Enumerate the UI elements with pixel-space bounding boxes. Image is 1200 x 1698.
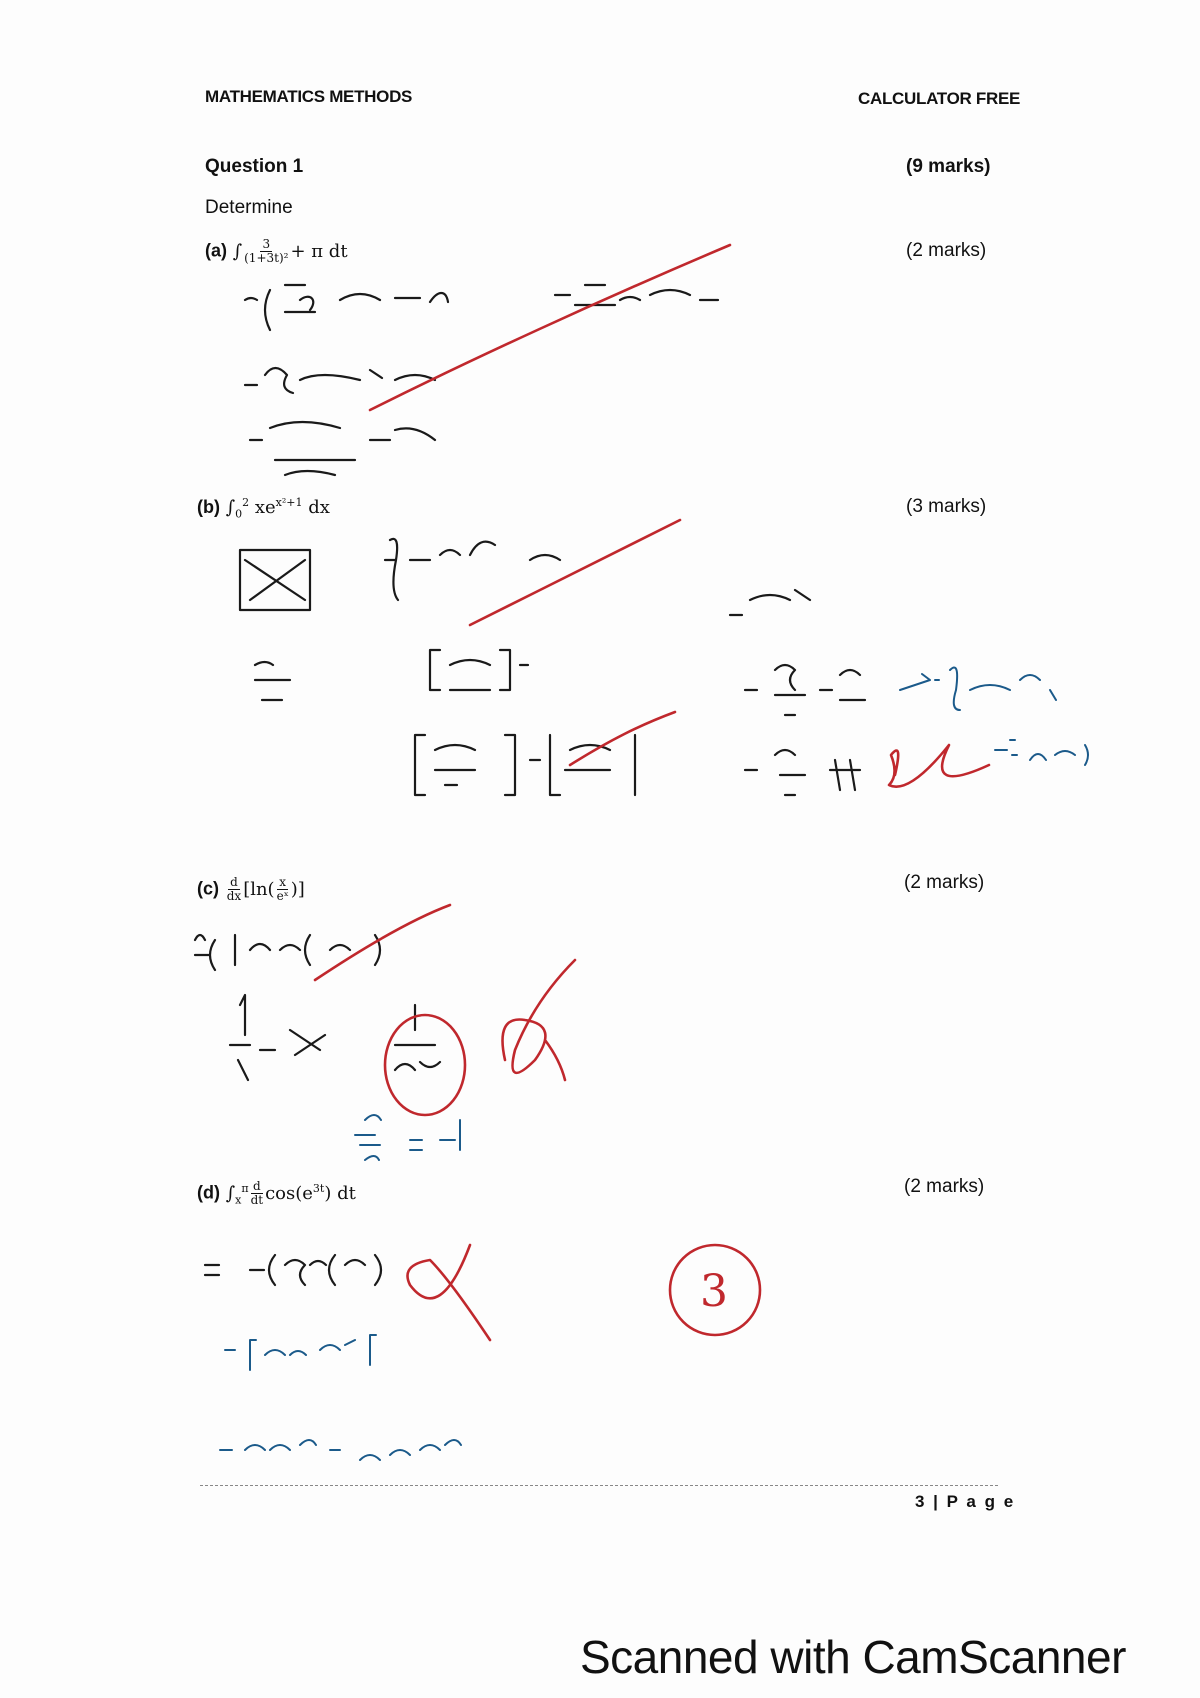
part-b-label: (b) bbox=[197, 497, 220, 517]
question-instruction: Determine bbox=[205, 197, 293, 218]
part-d-expression: $\int_x^\pi$ $\frac{d}{dt}$ $\cos(e^{3t})$ dt bbox=[225, 1179, 356, 1207]
section-header: CALCULATOR FREE bbox=[858, 89, 1021, 108]
part-a-label: (a) bbox=[205, 240, 227, 261]
question-marks: (9 marks) bbox=[906, 156, 991, 177]
part-b-marks: (3 marks) bbox=[906, 496, 987, 517]
question-title: Question 1 bbox=[205, 156, 304, 177]
part-c-expression: $\frac{d}{dx}$ [ln( $\frac{x}{\text{eˣ}}$ )] bbox=[226, 875, 305, 903]
camscanner-watermark: Scanned with CamScanner bbox=[580, 1631, 1126, 1683]
part-c-label: (c) bbox=[197, 878, 219, 899]
part-c-marks: (2 marks) bbox=[904, 872, 985, 893]
page-number: 3 | P a g e bbox=[915, 1492, 1016, 1511]
part-b-expression: $\int_0^2$ $xe^{x^2+1}$ dx bbox=[225, 496, 330, 521]
score-value: 3 bbox=[700, 1266, 728, 1317]
subject-header: MATHEMATICS METHODS bbox=[205, 87, 413, 106]
part-a-expression: ∫ $\frac{3}{\text{(1+3t)²}}$ + π dt bbox=[232, 237, 348, 265]
blue-ink-corrections bbox=[220, 668, 1088, 1461]
part-a-marks: (2 marks) bbox=[906, 240, 987, 261]
part-d-label: (d) bbox=[197, 1182, 220, 1203]
part-d-marks: (2 marks) bbox=[904, 1176, 985, 1197]
footer-divider bbox=[200, 1485, 998, 1486]
pencil-working-strokes bbox=[195, 285, 865, 1285]
